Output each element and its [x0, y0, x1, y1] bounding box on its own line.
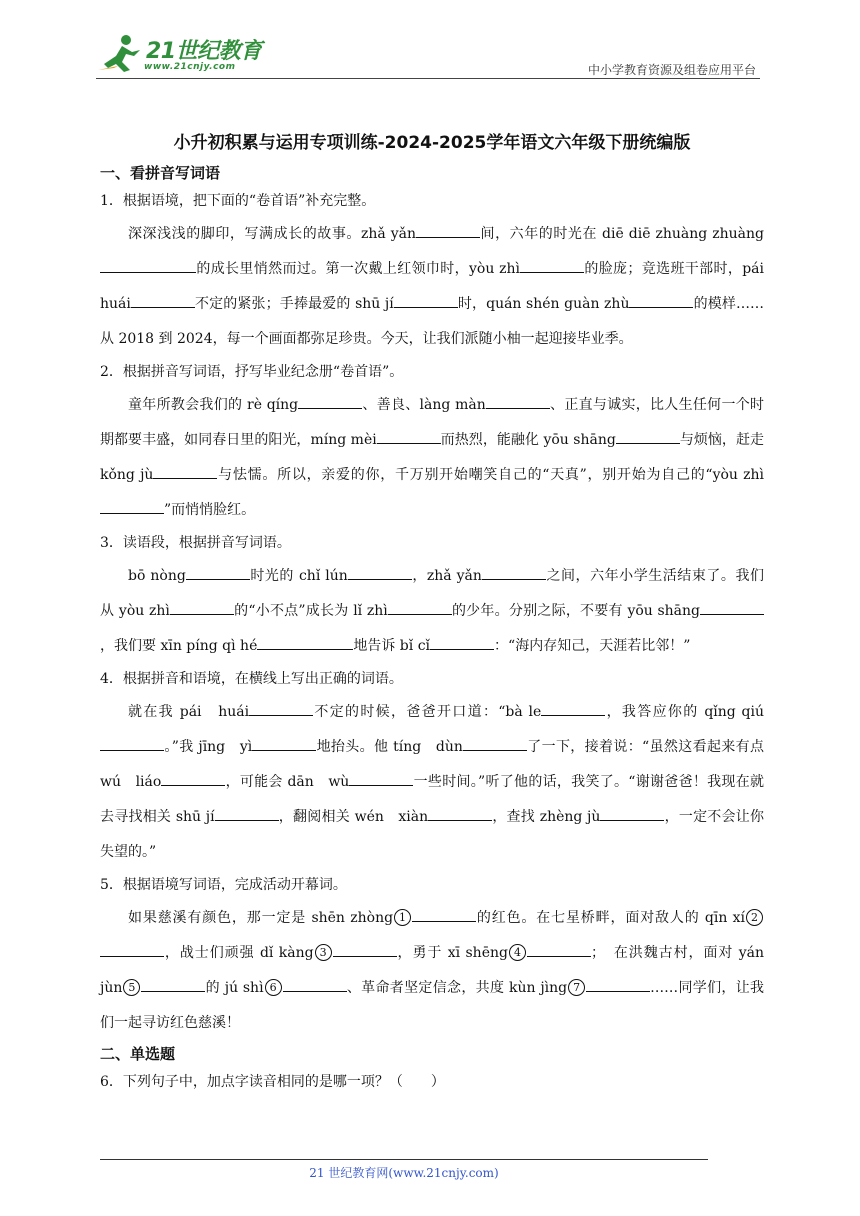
blank-number: 2	[746, 909, 763, 926]
answer-blank[interactable]	[215, 804, 279, 821]
logo-text: 21世纪教育	[146, 39, 262, 64]
blank-number: 4	[509, 944, 526, 961]
answer-blank[interactable]	[252, 734, 316, 751]
answer-blank[interactable]	[257, 633, 353, 650]
answer-blank[interactable]	[170, 598, 234, 615]
question-3-stem: 3．读语段，根据拼音写词语。	[100, 535, 291, 551]
answer-blank[interactable]	[586, 975, 650, 992]
answer-blank[interactable]	[541, 699, 605, 716]
header-divider	[96, 78, 760, 79]
question-4-stem: 4．根据拼音和语境，在横线上写出正确的词语。	[100, 671, 403, 687]
question-1-passage: 深深浅浅的脚印，写满成长的故事。zhǎ yǎn 间，六年的时光在 diē diē zhuàng zhuàng的成长里悄然而过。第一次戴上红领巾时，yòu zhì 的脸庞；竞选班干部时，pái huái 不定的紧张；手捧最爱的 shū jí 时，quán shén guàn zhù 的模样……从 2018 到 2024，每一个画面都弥足珍贵。今天，让我们派随小柚一起迎接毕业季。	[100, 217, 764, 357]
answer-blank[interactable]	[349, 769, 413, 786]
question-1-stem: 1．根据语境，把下面的“卷首语”补充完整。	[100, 193, 376, 209]
answer-blank[interactable]	[486, 392, 550, 409]
platform-name: 中小学教育资源及组卷应用平台	[587, 63, 756, 77]
answer-blank[interactable]	[394, 291, 458, 308]
answer-blank[interactable]	[527, 940, 591, 957]
answer-blank[interactable]	[100, 734, 164, 751]
answer-blank[interactable]	[520, 256, 584, 273]
answer-blank[interactable]	[412, 905, 476, 922]
section-heading-2: 二、单选题	[100, 1045, 176, 1063]
page-header	[96, 32, 760, 78]
site-logo	[96, 32, 266, 78]
question-5-passage: 如果慈溪有颜色，那一定是 shēn zhòng 1 的红色。在七星桥畔，面对敌人的 qīn xí 2，战士们顽强 dǐ kàng 3 ，勇于 xī shēng 4 ； 在洪魏古村，面对 yán jùn 5 的 jú shì 6 、革命者坚定信念，共度 kùn jìng 7 ……同学们，让我们一起寻访红色慈溪！	[100, 901, 764, 1041]
blank-number: 1	[394, 909, 411, 926]
blank-number: 5	[123, 979, 140, 996]
answer-blank[interactable]	[100, 256, 196, 273]
blank-number: 3	[315, 944, 332, 961]
section-heading-1: 一、看拼音写词语	[100, 164, 221, 182]
answer-blank[interactable]	[283, 975, 347, 992]
answer-blank[interactable]	[388, 598, 452, 615]
question-3-passage: bō nòng 时光的 chǐ lún ，zhǎ yǎn 之间，六年小学生活结束了。我们从 yòu zhì 的“小不点”成长为 lǐ zhì 的少年。分别之际，不要有 yōu shāng，我们要 xīn píng qì hé 地告诉 bǐ cǐ ：“海内存知己，天涯若比邻！”	[100, 559, 764, 664]
answer-blank[interactable]	[629, 291, 693, 308]
answer-blank[interactable]	[348, 563, 412, 580]
blank-number: 7	[568, 979, 585, 996]
answer-blank[interactable]	[249, 699, 313, 716]
answer-blank[interactable]	[131, 291, 195, 308]
answer-blank[interactable]	[377, 427, 441, 444]
runner-logo-icon	[96, 34, 144, 74]
page-title: 小升初积累与运用专项训练-2024-2025学年语文六年级下册统编版	[173, 133, 691, 153]
page-footer: 21 世纪教育网(www.21cnjy.com)	[309, 1166, 499, 1180]
answer-blank[interactable]	[141, 975, 205, 992]
answer-blank[interactable]	[430, 633, 494, 650]
answer-blank[interactable]	[416, 221, 480, 238]
answer-blank[interactable]	[161, 769, 225, 786]
footer-divider	[100, 1159, 708, 1160]
answer-blank[interactable]	[333, 940, 397, 957]
question-4-passage: 就在我 pái huái 不定的时候，爸爸开口道：“bà le ，我答应你的 qǐng qiú。”我 jīng yì 地抬头。他 tíng dùn 了一下，接着说：“虽然这看起来有点 wú liáo ，可能会 dān wù 一些时间。”听了他的话，我笑了。“谢谢爸爸！我现在就去寻找相关 shū jí ，翻阅相关 wén xiàn ，查找 zhèng jù ，一定不会让你失望的。”	[100, 695, 764, 870]
question-5-stem: 5．根据语境写词语，完成活动开幕词。	[100, 877, 347, 893]
logo-url: www.21cnjy.com	[144, 62, 236, 72]
blank-number: 6	[265, 979, 282, 996]
answer-blank[interactable]	[482, 563, 546, 580]
question-2-passage: 童年所教会我们的 rè qíng 、善良、làng màn 、正直与诚实，比人生任何一个时期都要丰盛，如同春日里的阳光，míng mèi 而热烈，能融化 yōu shāng 与烦恼，赶走 kǒng jù 与怯懦。所以，亲爱的你，千万别开始嘲笑自己的“天真”，别开始为自己的“yòu zhì”而悄悄脸红。	[100, 388, 764, 528]
document-body	[100, 126, 778, 1098]
answer-blank[interactable]	[186, 563, 250, 580]
question-2-stem: 2．根据拼音写词语，抒写毕业纪念册“卷首语”。	[100, 364, 404, 380]
question-6-stem: 6．下列句子中，加点字读音相同的是哪一项？（ ）	[100, 1074, 445, 1090]
answer-blank[interactable]	[428, 804, 492, 821]
answer-blank[interactable]	[153, 462, 217, 479]
answer-blank[interactable]	[616, 427, 680, 444]
answer-blank[interactable]	[100, 940, 164, 957]
answer-blank[interactable]	[100, 497, 164, 514]
answer-blank[interactable]	[298, 392, 362, 409]
answer-blank[interactable]	[463, 734, 527, 751]
answer-blank[interactable]	[600, 804, 664, 821]
answer-blank[interactable]	[700, 598, 764, 615]
